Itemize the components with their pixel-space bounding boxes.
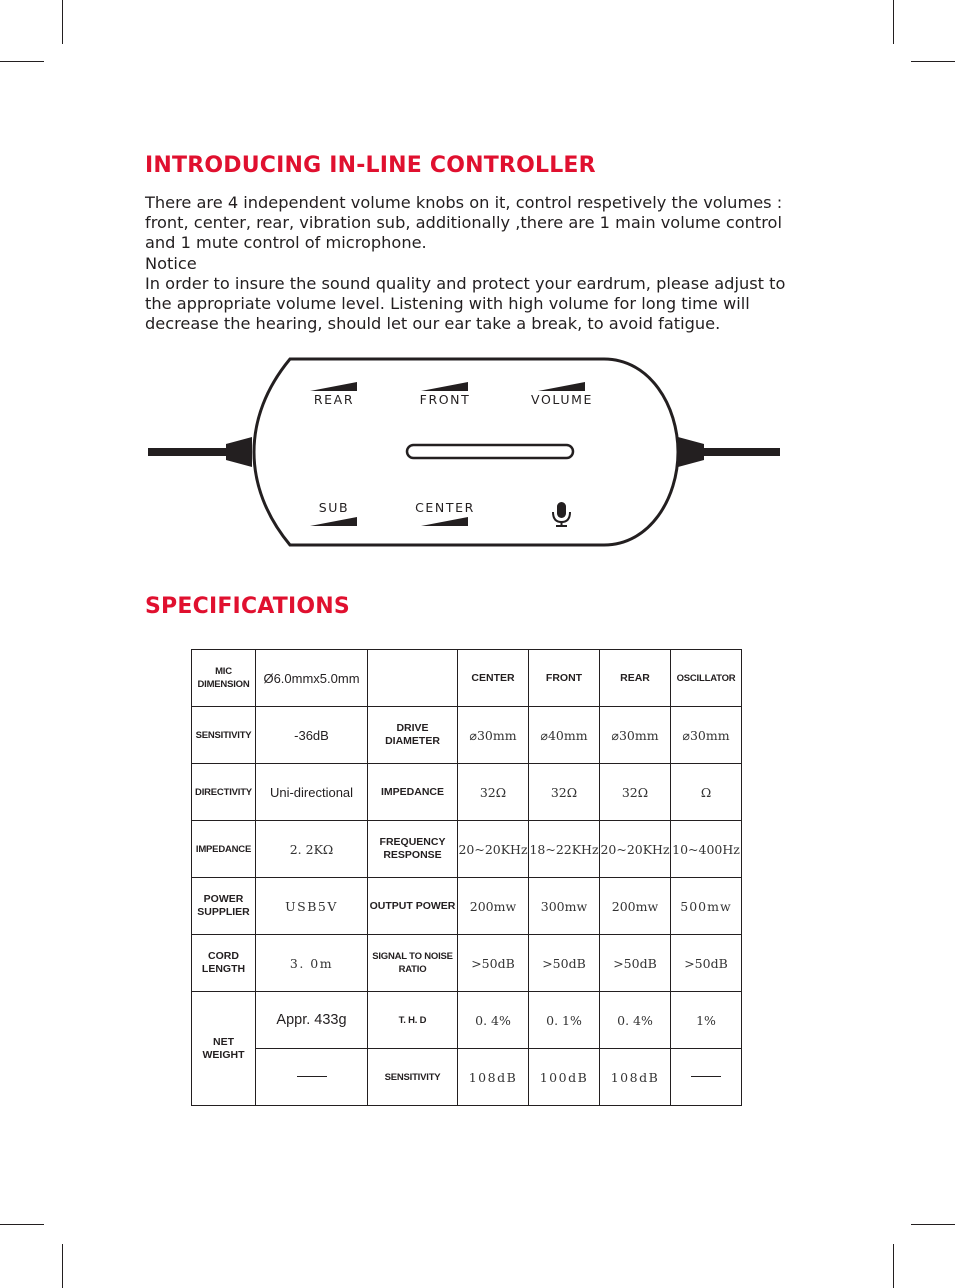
table-row bbox=[192, 821, 742, 878]
table-cell: ⌀30mm bbox=[600, 707, 671, 764]
intro-title: INTRODUCING IN-LINE CONTROLLER bbox=[145, 153, 596, 178]
table-cell: 500mw bbox=[671, 878, 742, 935]
table-row bbox=[192, 1049, 742, 1106]
left-cable-strain-relief bbox=[226, 437, 252, 467]
table-cell: 200mw bbox=[458, 878, 529, 935]
table-cell: >50dB bbox=[458, 935, 529, 992]
table-cell: Ω bbox=[671, 764, 742, 821]
table-row bbox=[192, 650, 742, 707]
col-header-rear: REAR bbox=[600, 650, 671, 707]
impedance-label: IMPEDANCE bbox=[368, 764, 458, 821]
dash-divider bbox=[297, 1076, 327, 1077]
intro-paragraph: There are 4 independent volume knobs on it, control respetively the volumes : front, center, rear, vibration sub, additionally ,there are 1 main volume control and 1 mute control of microphone. bbox=[145, 193, 783, 253]
notice-text: In order to insure the sound quality and protect your eardrum, please adjust to the appropriate volume level. Listening with high volume for long time will decrease the hearing, should let our ear take a break, to avoid fatigue. bbox=[145, 273, 786, 334]
mic-dimension-label: MIC DIMENSION bbox=[192, 650, 256, 707]
table-cell: 200mw bbox=[600, 878, 671, 935]
col-header-center: CENTER bbox=[458, 650, 529, 707]
table-row bbox=[192, 764, 742, 821]
power-supplier-label: POWER SUPPLIER bbox=[192, 878, 256, 935]
table-row bbox=[192, 935, 742, 992]
sensitivity2-label: SENSITIVITY bbox=[368, 1049, 458, 1106]
table-cell: 20~20KHz bbox=[458, 821, 529, 878]
table-cell: 1% bbox=[671, 992, 742, 1049]
table-cell: 18~22KHz bbox=[529, 821, 600, 878]
cord-length-label: CORD LENGTH bbox=[192, 935, 256, 992]
table-cell: 0. 4% bbox=[600, 992, 671, 1049]
center-label: CENTER bbox=[415, 500, 475, 515]
notice-heading: Notice bbox=[145, 253, 197, 273]
right-cable bbox=[700, 448, 780, 456]
col-header-oscillator: OSCILLATOR bbox=[671, 650, 742, 707]
controller-body bbox=[148, 356, 780, 548]
center-slot bbox=[407, 445, 573, 458]
table-cell: >50dB bbox=[671, 935, 742, 992]
crop-mark bbox=[911, 1224, 955, 1225]
crop-mark bbox=[0, 61, 44, 62]
table-row bbox=[192, 878, 742, 935]
sensitivity-label: SENSITIVITY bbox=[192, 707, 256, 764]
table-cell: 100dB bbox=[529, 1049, 600, 1106]
cord-length-value: 3. 0m bbox=[256, 935, 368, 992]
thd-label: T. H. D bbox=[368, 992, 458, 1049]
right-cable-strain-relief bbox=[678, 437, 704, 467]
table-cell: >50dB bbox=[529, 935, 600, 992]
table-cell: ⌀40mm bbox=[529, 707, 600, 764]
table-cell: ⌀30mm bbox=[671, 707, 742, 764]
table-cell: 32Ω bbox=[458, 764, 529, 821]
rear-label: REAR bbox=[313, 392, 355, 407]
inline-controller-diagram bbox=[148, 356, 780, 548]
crop-mark bbox=[62, 1244, 63, 1288]
table-cell: 20~20KHz bbox=[600, 821, 671, 878]
mic-impedance-label: IMPEDANCE bbox=[192, 821, 256, 878]
table-cell: ⌀30mm bbox=[458, 707, 529, 764]
col-header-front: FRONT bbox=[529, 650, 600, 707]
table-cell: >50dB bbox=[600, 935, 671, 992]
crop-mark bbox=[62, 0, 63, 44]
net-weight-value: Appr. 433g bbox=[256, 992, 368, 1049]
table-cell: 108dB bbox=[600, 1049, 671, 1106]
table-cell: 32Ω bbox=[600, 764, 671, 821]
empty-cell bbox=[368, 650, 458, 707]
power-supplier-value: USB5V bbox=[256, 878, 368, 935]
table-row bbox=[192, 992, 742, 1049]
snr-label: SIGNAL TO NOISE RATIO bbox=[368, 935, 458, 992]
crop-mark bbox=[893, 0, 894, 44]
mic-impedance-value: 2. 2KΩ bbox=[256, 821, 368, 878]
intro-text bbox=[145, 193, 805, 334]
drive-diameter-label: DRIVE DIAMETER bbox=[368, 707, 458, 764]
empty-dash-cell bbox=[671, 1049, 742, 1106]
table-cell: 108dB bbox=[458, 1049, 529, 1106]
table-cell: 0. 4% bbox=[458, 992, 529, 1049]
table-row bbox=[192, 707, 742, 764]
crop-mark bbox=[893, 1244, 894, 1288]
table-cell: 300mw bbox=[529, 878, 600, 935]
table-cell: 32Ω bbox=[529, 764, 600, 821]
directivity-label: DIRECTIVITY bbox=[192, 764, 256, 821]
front-label: FRONT bbox=[419, 392, 471, 407]
crop-mark bbox=[0, 1224, 44, 1225]
sensitivity-value: -36dB bbox=[256, 707, 368, 764]
crop-mark bbox=[911, 61, 955, 62]
dash-divider bbox=[691, 1076, 721, 1077]
output-power-label: OUTPUT POWER bbox=[368, 878, 458, 935]
table-cell: 10~400Hz bbox=[671, 821, 742, 878]
specifications-table bbox=[191, 649, 742, 1106]
left-cable bbox=[148, 448, 230, 456]
specs-title: SPECIFICATIONS bbox=[145, 594, 350, 619]
volume-label: VOLUME bbox=[531, 392, 593, 407]
mic-dimension-value: Ø6.0mmx5.0mm bbox=[256, 650, 368, 707]
frequency-response-label: FREQUENCY RESPONSE bbox=[368, 821, 458, 878]
sub-label: SUB bbox=[318, 500, 350, 515]
directivity-value: Uni-directional bbox=[256, 764, 368, 821]
table-cell: 0. 1% bbox=[529, 992, 600, 1049]
net-weight-label: NET WEIGHT bbox=[192, 992, 256, 1106]
empty-dash-cell bbox=[256, 1049, 368, 1106]
